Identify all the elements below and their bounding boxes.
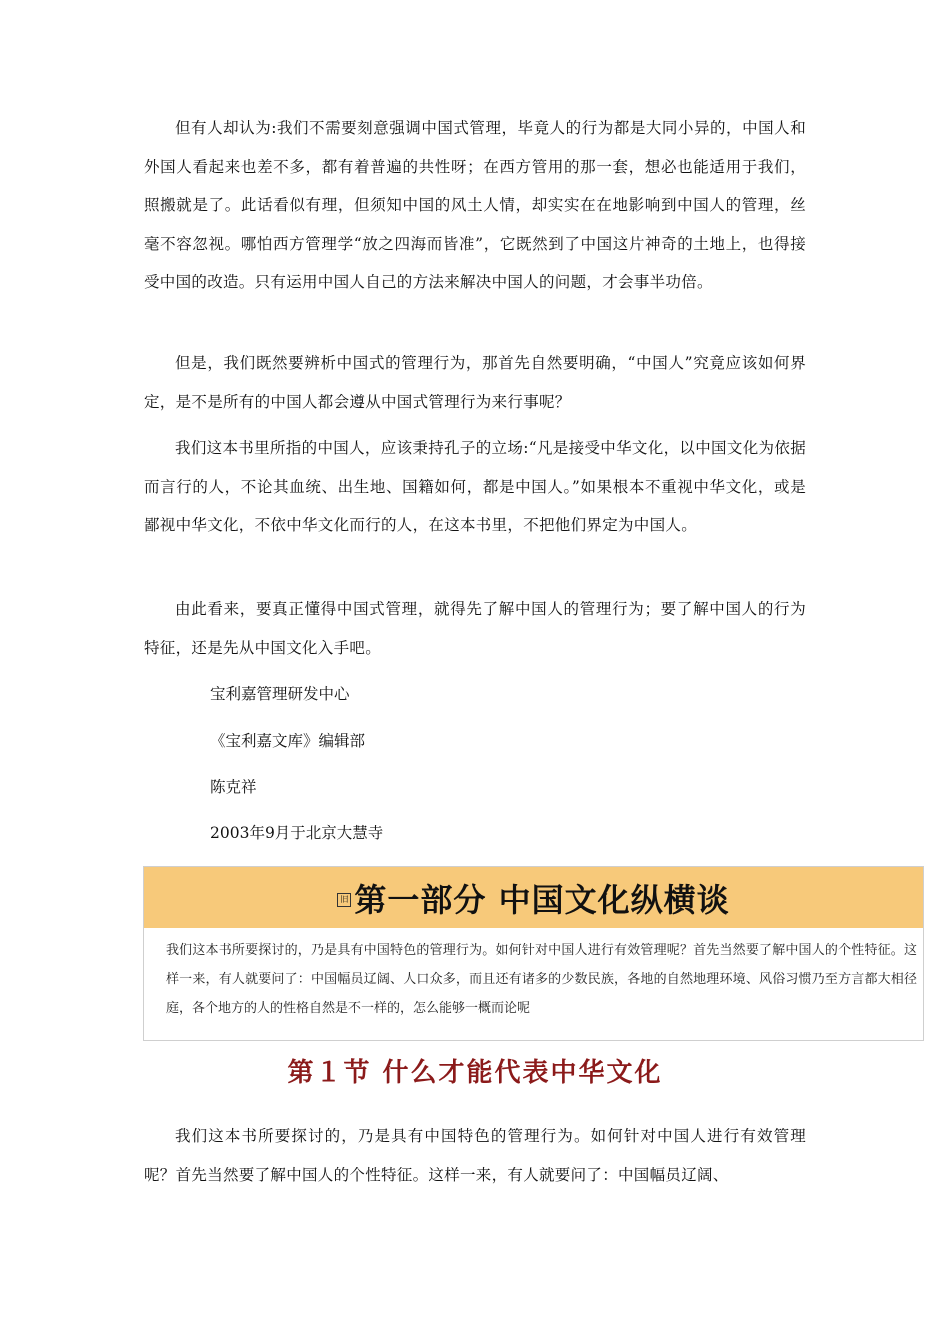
- part-title: 第一部分 中国文化纵横谈: [354, 880, 730, 919]
- paragraph-3: 我们这本书里所指的中国人，应该秉持孔子的立场:“凡是接受中华文化，以中国文化为依据而言行的人，不论其血统、出生地、国籍如何，都是中国人。”如果根本不重视中华文化，或是鄙视中华文化，不依中华文化而行的人，在这本书里，不把他们界定为中国人。: [144, 439, 806, 534]
- signature-author: 陈克祥: [210, 778, 257, 796]
- part-banner: [143, 866, 924, 1041]
- paragraph-1: 但有人却认为:我们不需要刻意强调中国式管理，毕竟人的行为都是大同小异的，中国人和外国人看起来也差不多，都有着普遍的共性呀；在西方管用的那一套，想必也能适用于我们，照搬就是了。此话看似有理，但须知中国的风土人情，却实实在在地影响到中国人的管理，丝毫不容忽视。哪怕西方管理学“放之四海而皆准”，它既然到了中国这片神奇的土地上，也得接受中国的改造。只有运用中国人自己的方法来解决中国人的问题，才会事半功倍。: [144, 119, 806, 291]
- part-summary: 我们这本书所要探讨的，乃是具有中国特色的管理行为。如何针对中国人进行有效管理呢？首先当然要了解中国人的个性特征。这样一来，有人就要问了：中国幅员辽阔、人口众多，而且还有诸多的少数民族，各地的自然地理环境、风俗习惯乃至方言都大相径庭，各个地方的人的性格自然是不一样的，怎么能够一概而论呢: [166, 943, 917, 1016]
- signature-date: 2003年9月于北京大慧寺: [210, 824, 384, 842]
- part-header: [144, 867, 923, 928]
- signature-org: 宝利嘉管理研发中心: [210, 685, 350, 703]
- paragraph-4: 由此看来，要真正懂得中国式管理，就得先了解中国人的管理行为；要了解中国人的行为特征，还是先从中国文化入手吧。: [144, 600, 806, 657]
- section-body: 我们这本书所要探讨的，乃是具有中国特色的管理行为。如何针对中国人进行有效管理呢？首先当然要了解中国人的个性特征。这样一来，有人就要问了：中国幅员辽阔、: [144, 1127, 806, 1184]
- document-icon: 旧: [337, 893, 351, 907]
- signature-dept: 《宝利嘉文库》编辑部: [210, 732, 366, 750]
- paragraph-2: 但是，我们既然要辨析中国式的管理行为，那首先自然要明确，“中国人”究竟应该如何界定，是不是所有的中国人都会遵从中国式管理行为来行事呢？: [144, 354, 806, 411]
- section-title: 第１节 什么才能代表中华文化: [287, 1058, 663, 1088]
